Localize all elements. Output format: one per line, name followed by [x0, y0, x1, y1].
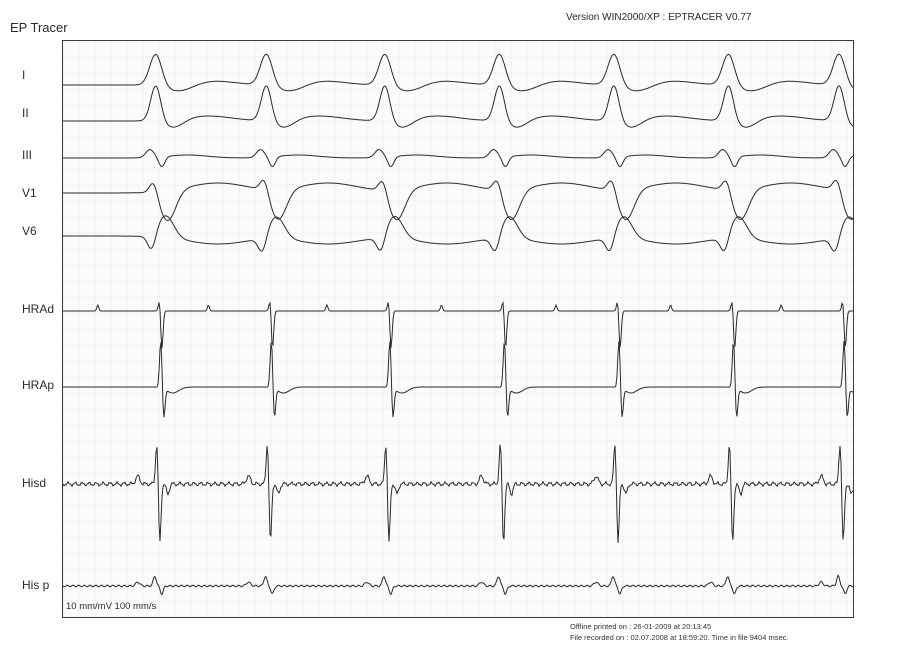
- lead-label: II: [22, 106, 29, 120]
- lead-label: His p: [22, 578, 50, 592]
- printed-date: Offline printed on : 26-01-2009 at 20:13:45: [570, 622, 712, 631]
- series-line: [63, 54, 853, 91]
- grid: [63, 41, 853, 617]
- tracing-area: [62, 40, 854, 618]
- lead-label: V1: [22, 186, 37, 200]
- lead-label: I: [22, 68, 26, 82]
- recorded-date: File recorded on : 02.07.2008 at 18:59:20. Time in file 9404 msec.: [570, 633, 789, 642]
- lead-label: HRAd: [22, 302, 55, 316]
- ecg-traces: [63, 41, 853, 617]
- lead-label: HRAp: [22, 378, 55, 392]
- app-title: EP Tracer: [10, 20, 68, 35]
- lead-label: Hisd: [22, 476, 47, 490]
- series-line: [63, 216, 853, 251]
- series-line: [63, 150, 853, 167]
- scale-label: 10 mm/mV 100 mm/s: [66, 601, 157, 612]
- lead-label: III: [22, 148, 33, 162]
- series-line: [63, 302, 853, 347]
- version-label: Version WIN2000/XP : EPTRACER V0.77: [566, 12, 752, 23]
- series-line: [63, 341, 853, 417]
- series-line: [63, 180, 853, 220]
- lead-label: V6: [22, 224, 37, 238]
- series-line: [63, 445, 853, 543]
